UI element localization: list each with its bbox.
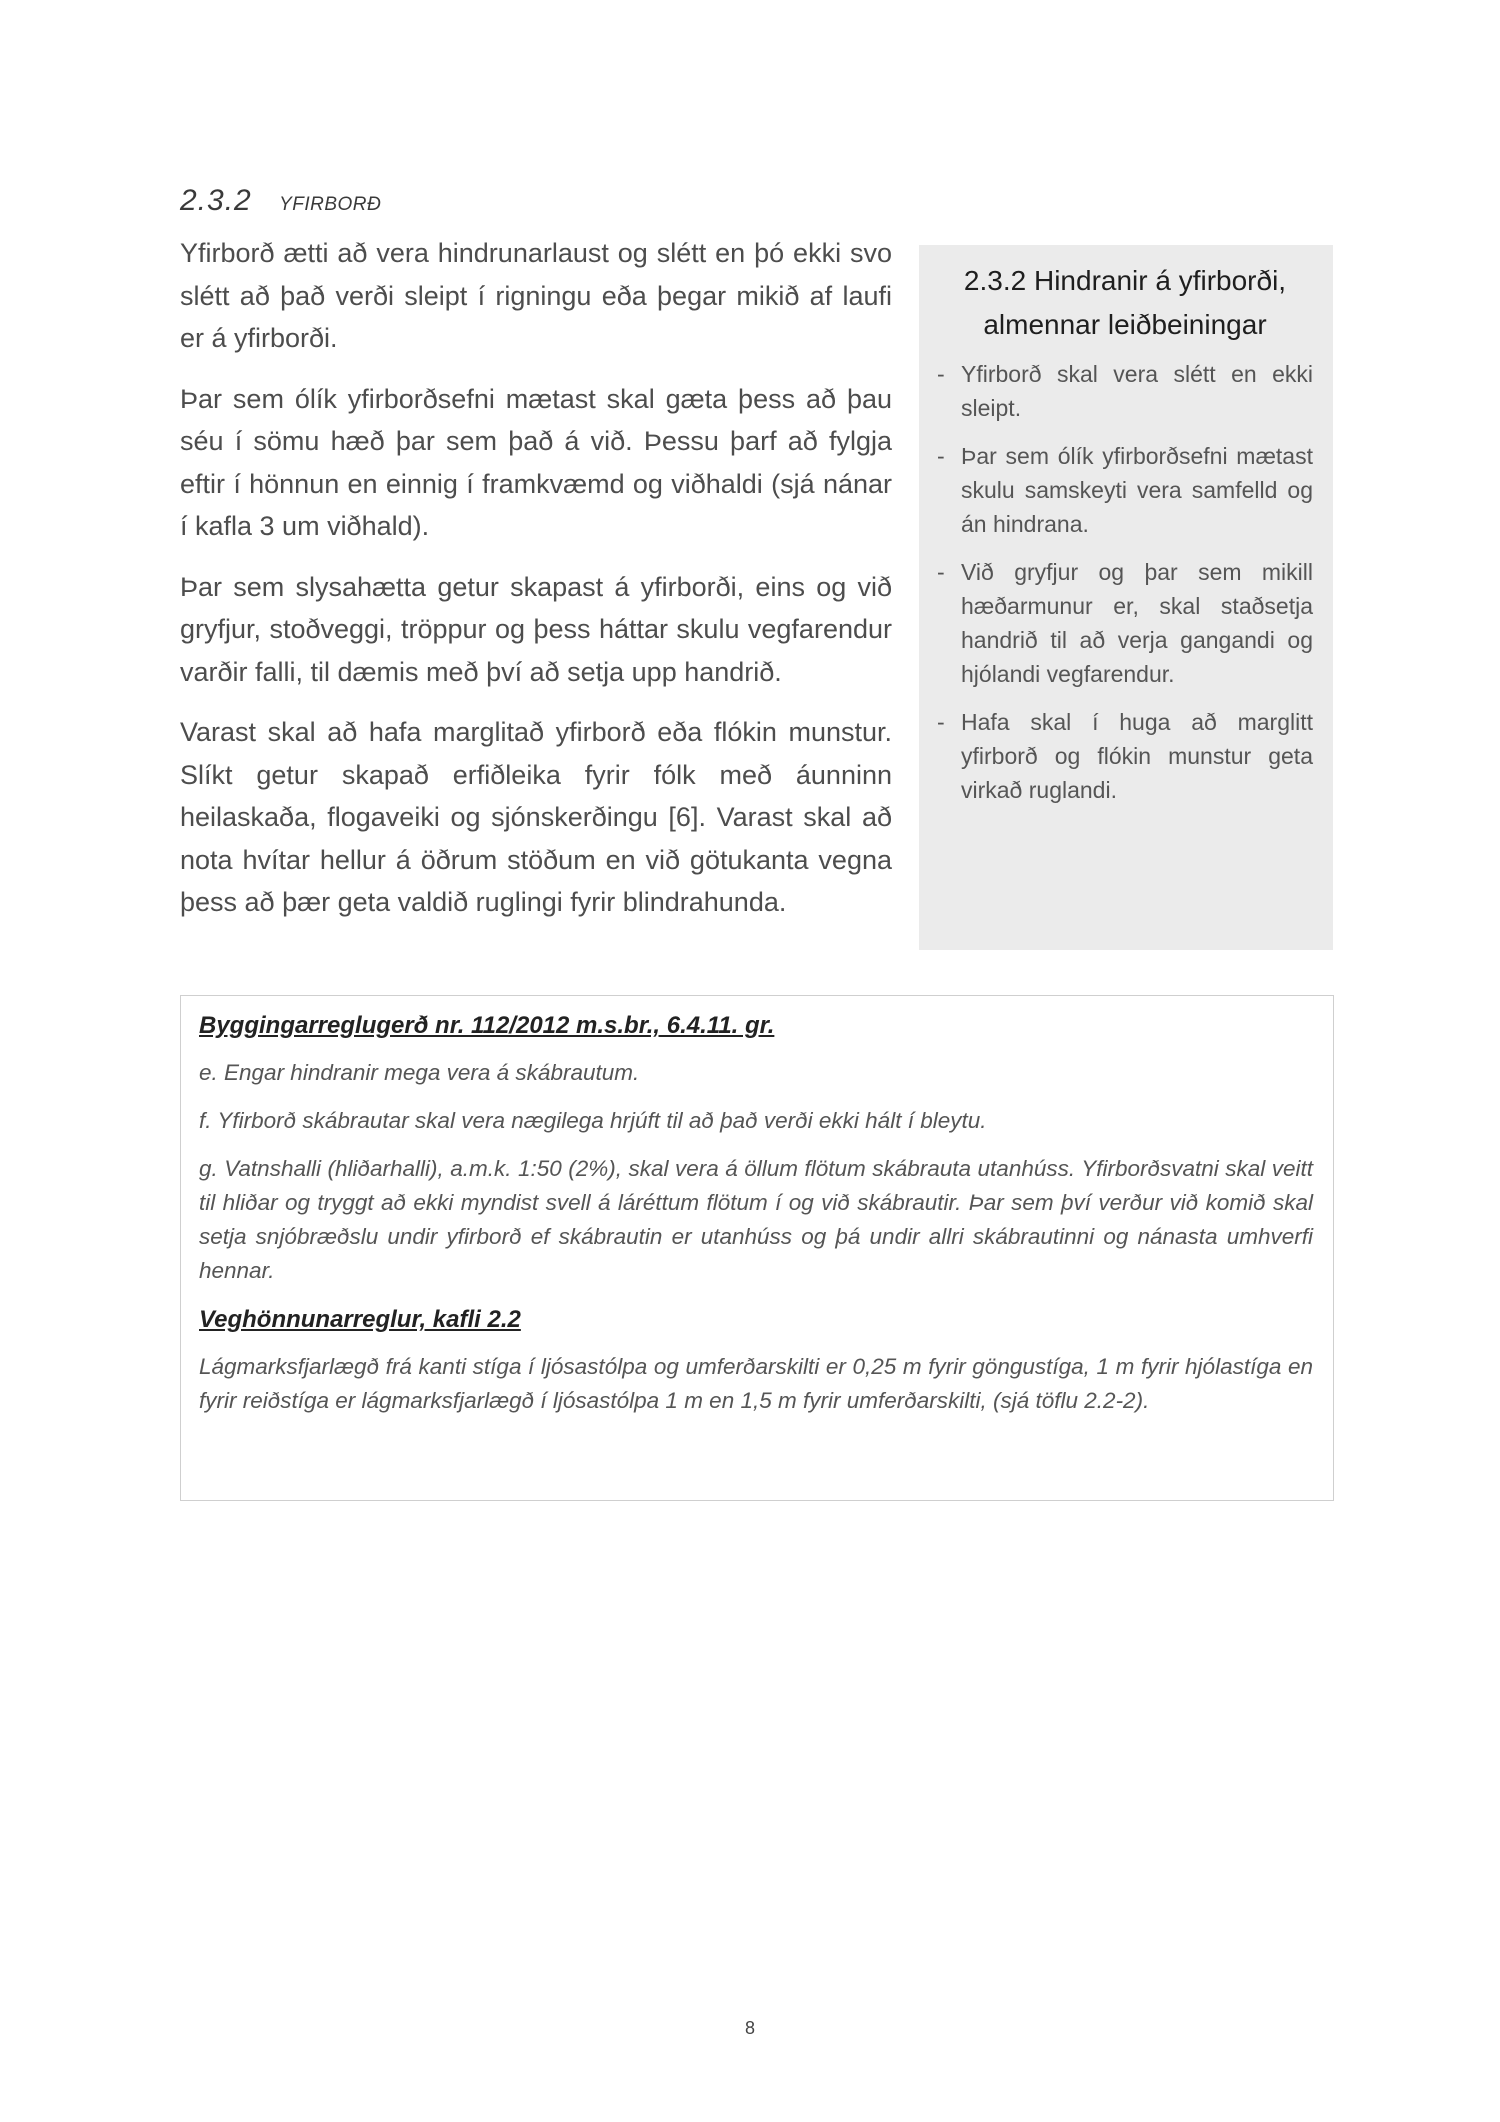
regulation-item: f. Yfirborð skábrautar skal vera nægilega hrjúft til að það verði ekki hált í bleytu. — [199, 1108, 987, 1133]
paragraph: Yfirborð ætti að vera hindrunarlaust og slétt en þó ekki svo slétt að það verði sleipt í rigningu eða þegar mikið af laufi er á yfirborði. — [180, 238, 892, 353]
regulation-item: g. Vatnshalli (hliðarhalli), a.m.k. 1:50 (2%), skal vera á öllum flötum skábrauta utanhúss. Yfirborðsvatni skal veitt til hliðar og tryggt að ekki myndist svell á láréttum flötum í og við skábrautir. Þar sem því verður við komið skal setja snjóbræðslu undir yfirborð ef skábrautin er utanhúss og þá undir allri skábrautinni og nánasta umhverfi hennar. — [199, 1156, 1313, 1283]
regulation-heading: Byggingarreglugerð nr. 112/2012 m.s.br., 6.4.11. gr. — [199, 1012, 775, 1039]
section-title: YFIRBORÐ — [279, 194, 382, 215]
list-item-text: Yfirborð skal vera slétt en ekki sleipt. — [961, 361, 1313, 421]
guidelines-list — [937, 357, 1313, 807]
regulation-heading: Veghönnunarreglur, kafli 2.2 — [199, 1306, 521, 1333]
dash-bullet: - — [937, 559, 945, 585]
dash-bullet: - — [937, 361, 945, 387]
regulation-box — [180, 995, 1334, 1501]
paragraph: Þar sem ólík yfirborðsefni mætast skal gæta þess að þau séu í sömu hæð þar sem það á við. Þessu þarf að fylgja eftir í hönnun en einnig í framkvæmd og viðhaldi (sjá nánar í kafla 3 um viðhald). — [180, 383, 892, 541]
section-heading — [180, 184, 381, 218]
list-item-text: Við gryfjur og þar sem mikill hæðarmunur er, skal staðsetja handrið til að verja gangandi og hjólandi vegfarendur. — [961, 559, 1313, 687]
list-item — [937, 439, 1313, 541]
regulation-item: e. Engar hindranir mega vera á skábrautum. — [199, 1060, 640, 1085]
list-item — [937, 705, 1313, 807]
main-text — [180, 232, 892, 942]
regulation-item: Lágmarksfjarlægð frá kanti stíga í ljósastólpa og umferðarskilti er 0,25 m fyrir göngustíga, 1 m fyrir hjólastíga en fyrir reiðstíga er lágmarksfjarlægð í ljósastólpa 1 m en 1,5 m fyrir umferðarskilti, (sjá töflu 2.2-2). — [199, 1354, 1313, 1413]
section-number: 2.3.2 — [180, 184, 252, 217]
paragraph: Þar sem slysahætta getur skapast á yfirborði, eins og við gryfjur, stoðveggi, tröppur og þess háttar skulu vegfarendur varðir falli, til dæmis með því að setja upp handrið. — [180, 571, 892, 687]
page-number: 8 — [744, 2018, 755, 2038]
list-item-text: Hafa skal í huga að marglitt yfirborð og flókin munstur geta virkað ruglandi. — [961, 709, 1313, 803]
dash-bullet: - — [937, 709, 945, 735]
guidelines-sidebox — [919, 245, 1333, 950]
paragraph: Varast skal að hafa marglitað yfirborð eða flókin munstur. Slíkt getur skapað erfiðleika fyrir fólk með áunninn heilaskaða, flogaveiki og sjónskerðingu [6]. Varast skal að nota hvítar hellur á öðrum stöðum en við götukanta vegna þess að þær geta valdið ruglingi fyrir blindrahunda. — [180, 717, 892, 917]
dash-bullet: - — [937, 443, 945, 469]
sidebox-title: 2.3.2 Hindranir á yfirborði, almennar leiðbeiningar — [963, 265, 1287, 340]
list-item-text: Þar sem ólík yfirborðsefni mætast skulu samskeyti vera samfelld og án hindrana. — [961, 443, 1313, 537]
list-item — [937, 357, 1313, 425]
list-item — [937, 555, 1313, 691]
